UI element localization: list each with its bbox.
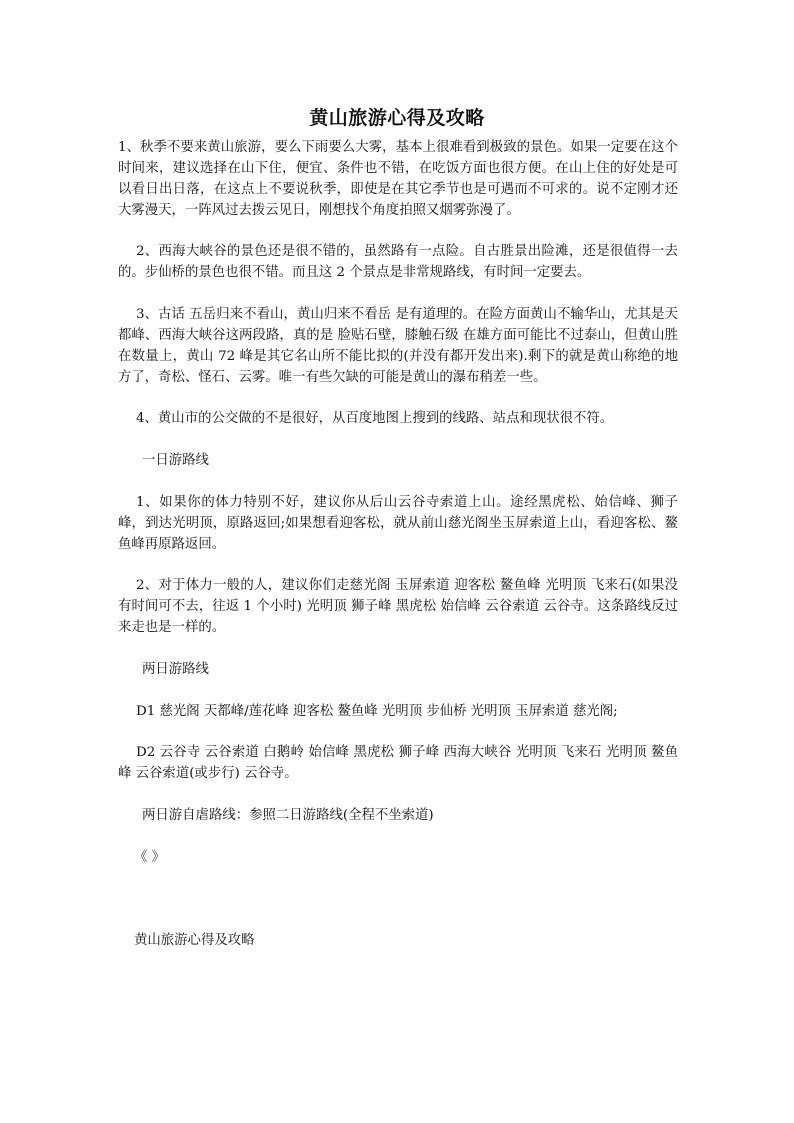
- paragraph-one-day-route-2: 2、对于体力一般的人，建议你们走慈光阁 玉屏索道 迎客松 鳌鱼峰 光明顶 飞来石(如果没有时间可不去，往返 1 个小时) 光明顶 狮子峰 黑虎松 始信峰 云谷索道 云谷寺。这条路线反过来走也是一样的。: [118, 578, 678, 635]
- paragraph-hardcore-route: 两日游自虐路线：参照二日游路线(全程不坐索道): [142, 808, 434, 823]
- page-title: 黄山旅游心得及攻略: [309, 107, 485, 129]
- heading-one-day-route: 一日游路线: [142, 453, 209, 468]
- heading-two-day-route: 两日游路线: [142, 662, 209, 677]
- paragraph-public-transit: 4、黄山市的公交做的不是很好，从百度地图上搜到的线路、站点和现状很不符。: [136, 411, 614, 426]
- paragraph-west-sea-canyon: 2、西海大峡谷的景色还是很不错的，虽然路有一点险。自古胜景出险滩，还是很值得一去的。步仙桥的景色也很不错。而且这 2 个景点是非常规路线，有时间一定要去。: [118, 244, 678, 280]
- paragraph-old-saying: 3、古话 五岳归来不看山，黄山归来不看岳 是有道理的。在险方面黄山不输华山，尤其是天都峰、西海大峡谷这两段路，真的是 脸贴石壁，膝触石级 在雄方面可能比不过泰山，但黄山胜在数量上，黄山 72 峰是其它名山所不能比拟的(并没有都开发出来).剩下的就是黄山称绝的地方了，奇松、怪石、云雾。唯一有些欠缺的可能是黄山的瀑布稍差一些。: [118, 307, 678, 385]
- footer-title: 黄山旅游心得及攻略: [134, 933, 255, 948]
- paragraph-day-1: D1 慈光阁 天都峰/莲花峰 迎客松 鳌鱼峰 光明顶 步仙桥 光明顶 玉屏索道 慈光阁;: [136, 704, 618, 719]
- paragraph-autumn-advice: 1、秋季不要来黄山旅游，要么下雨要么大雾，基本上很难看到极致的景色。如果一定要在这个时间来，建议选择在山下住，便宜、条件也不错，在吃饭方面也很方便。在山上住的好处是可以看日出日落，在这点上不要说秋季，即使是在其它季节也是可遇而不可求的。说不定刚才还大雾漫天，一阵风过去拨云见日，刚想找个角度拍照又烟雾弥漫了。: [118, 140, 678, 218]
- paragraph-brackets: 《 》: [134, 850, 166, 865]
- paragraph-day-2: D2 云谷寺 云谷索道 白鹅岭 始信峰 黑虎松 狮子峰 西海大峡谷 光明顶 飞来石 光明顶 鳌鱼峰 云谷索道(或步行) 云谷寺。: [118, 745, 678, 781]
- paragraph-one-day-route-1: 1、如果你的体力特别不好，建议你从后山云谷寺索道上山。途经黑虎松、始信峰、狮子峰，到达光明顶，原路返回;如果想看迎客松，就从前山慈光阁坐玉屏索道上山，看迎客松、鳌鱼峰再原路返回。: [118, 495, 678, 552]
